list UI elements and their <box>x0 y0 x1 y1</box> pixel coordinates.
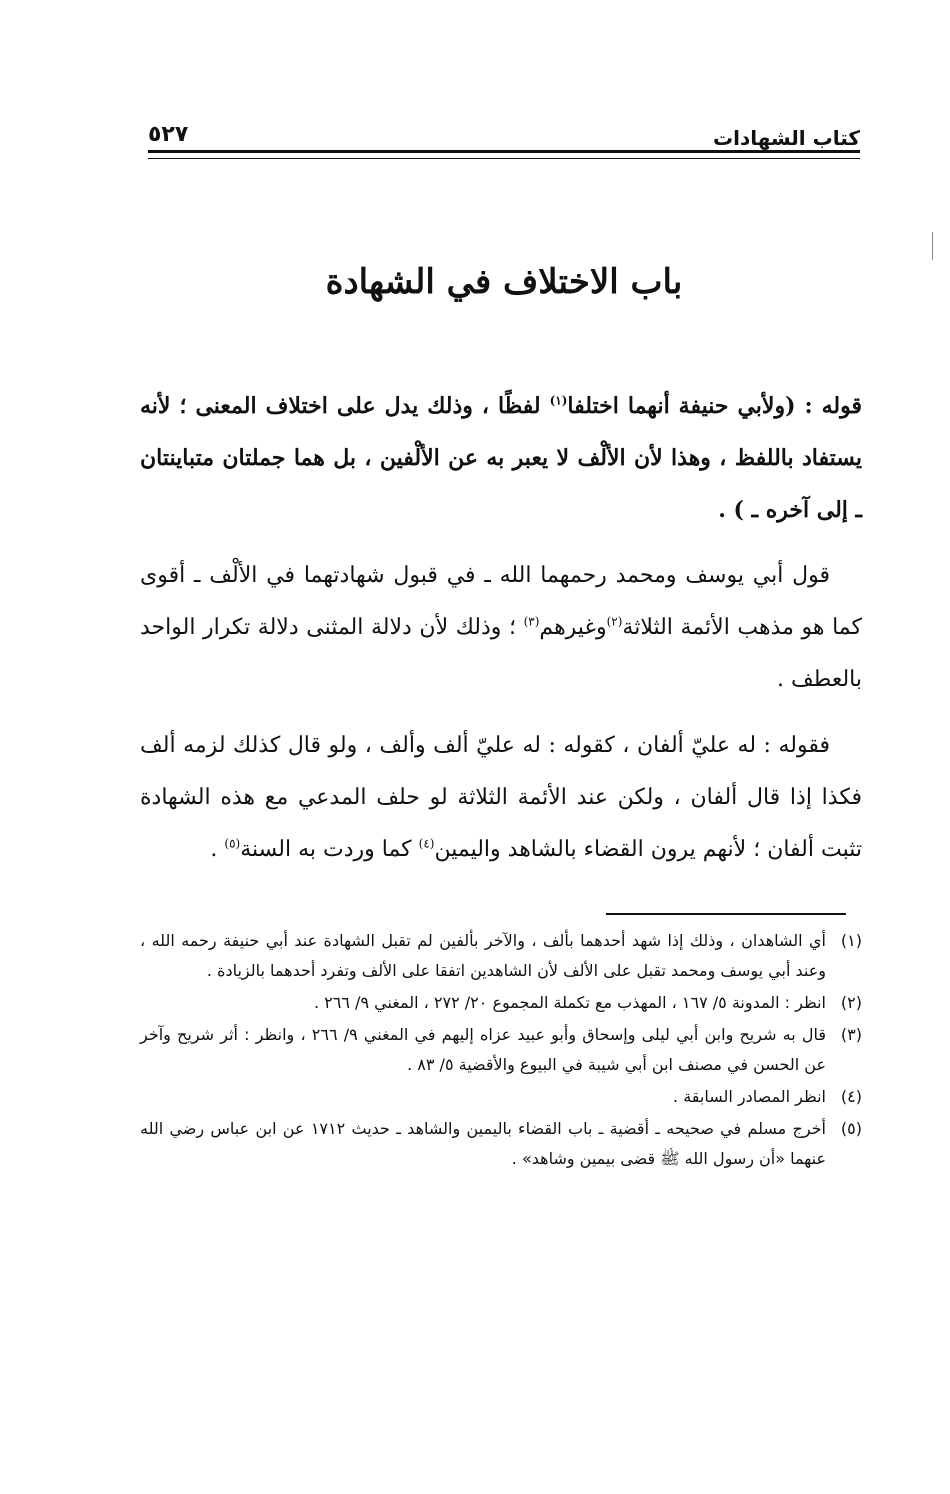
paragraph-2-part-1: قول أبي يوسف ومحمد رحمهما الله ـ في قبول شهادتهما في الألْف ـ أقوى كما هو مذهب الأئمة الثلاثة <box>140 563 862 640</box>
footnote-ref-1[interactable]: (١) <box>549 393 568 408</box>
footnote-number: (٥) <box>840 1119 862 1138</box>
footnote-text: أخرج مسلم في صحيحه ـ أقضية ـ باب القضاء باليمين والشاهد ـ حديث ١٧١٢ عن ابن عباس رضي الله عنهما «أن رسول الله ﷺ قضى بيمين وشاهد» . <box>140 1119 827 1168</box>
footnote <box>140 1114 862 1174</box>
footnote <box>140 1020 862 1080</box>
paragraph-2-part-3: ؛ وذلك لأن دلالة المثنى دلالة تكرار الواحد بالعطف . <box>140 615 862 692</box>
footnote <box>140 926 862 986</box>
footnote-number: (٣) <box>840 1025 862 1044</box>
footnote-number: (١) <box>840 931 862 950</box>
quote-text-part-1: قوله : (ولأبي حنيفة أنهما اختلفا <box>567 393 863 419</box>
footnote-text: أي الشاهدان ، وذلك إذا شهد أحدهما بألف ، والآخر بألفين لم تقبل الشهادة عند أبي حنيفة رحمه الله ، وعند أبي يوسف ومحمد تقبل على الألف لأن الشاهدين اتفقا على الألف وتفرد أحدهما بالزيادة . <box>140 931 826 980</box>
footnote-number: (٤) <box>840 1087 862 1106</box>
quoted-paragraph <box>140 380 862 536</box>
footnote-ref-3[interactable]: (٣) <box>523 614 540 629</box>
header-rule-thin <box>148 158 860 159</box>
footnote-ref-2[interactable]: (٢) <box>606 614 623 629</box>
body-text <box>140 380 862 890</box>
footnote-text: قال به شريح وابن أبي ليلى وإسحاق وأبو عبيد عزاه إليهم في المغني ٩/ ٢٦٦ ، وانظر : أثر شريح وآخر عن الحسن في مصنف ابن أبي شيبة في البيوع والأقضية ٥/ ٨٣ . <box>140 1025 827 1074</box>
chapter-title: باب الاختلاف في الشهادة <box>325 262 683 302</box>
footnote-text: انظر المصادر السابقة . <box>673 1087 826 1106</box>
paragraph-2 <box>140 550 862 706</box>
book-title: كتاب الشهادات <box>712 126 860 150</box>
paragraph-3-part-2: كما وردت به السنة <box>240 837 419 862</box>
quote-text-part-2: لفظًا ، وذلك يدل على اختلاف المعنى ؛ لأنه يستفاد باللفظ ، وهذا لأن الألْف لا يعبر به عن الألْفين ، بل هما جملتان متباينتان ـ إلى آخره ـ ) . <box>140 393 862 523</box>
footnote-separator <box>606 913 846 915</box>
paragraph-3-part-1: فقوله : له عليّ ألفان ، كقوله : له عليّ ألف وألف ، ولو قال كذلك لزمه ألف فكذا إذا قال ألفان ، ولكن عند الأئمة الثلاثة لو حلف المدعي مع هذه الشهادة تثبت ألفان ؛ لأنهم يرون القضاء بالشاهد واليمين <box>140 733 862 862</box>
margin-mark <box>932 232 935 260</box>
page-number: ٥٢٧ <box>148 122 189 147</box>
paragraph-2-part-2: وغيرهم <box>539 615 607 640</box>
footnotes <box>140 926 862 1176</box>
paragraph-3-part-3: . <box>210 837 225 862</box>
paragraph-3 <box>140 720 862 876</box>
footnote-ref-4[interactable]: (٤) <box>418 836 435 851</box>
footnote-number: (٢) <box>840 993 862 1012</box>
footnote <box>140 988 862 1018</box>
footnote-ref-5[interactable]: (٥) <box>224 836 241 851</box>
header-rule <box>148 150 860 153</box>
footnote-text: انظر : المدونة ٥/ ١٦٧ ، المهذب مع تكملة المجموع ٢٠/ ٢٧٢ ، المغني ٩/ ٢٦٦ . <box>314 993 826 1012</box>
footnote <box>140 1082 862 1112</box>
